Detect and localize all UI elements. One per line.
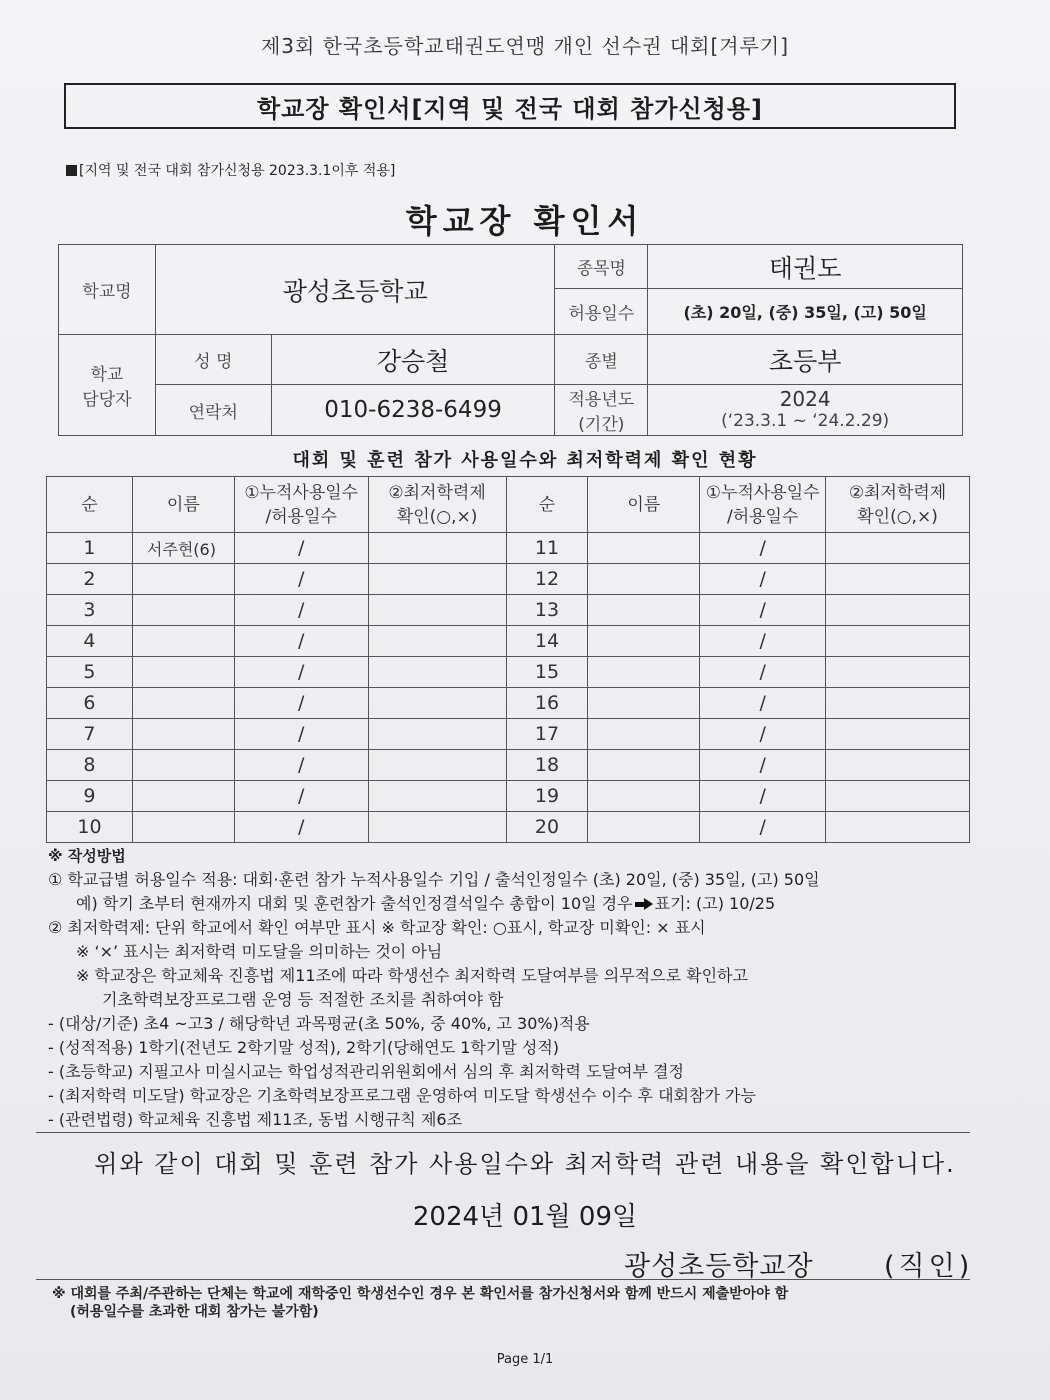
contact-value: 010-6238-6499 xyxy=(271,385,555,436)
row-number-cell: 2 xyxy=(47,564,133,595)
row-number-cell: 1 xyxy=(47,533,133,564)
header-name-left: 이름 xyxy=(132,477,234,533)
year-value-cell xyxy=(648,385,963,436)
scope-note-text: [지역 및 전국 대회 참가신청용 2023.3.1이후 적용] xyxy=(79,163,396,179)
instruction-line: ※ 학교장은 학교체육 진흥법 제11조에 따라 학생선수 최저학력 도달여부를 의무적으로 확인하고 xyxy=(76,966,748,985)
instructions-heading: ※ 작성방법 xyxy=(48,847,126,865)
row-number-cell: 14 xyxy=(506,626,588,657)
min-academic-check-cell xyxy=(368,781,506,812)
year-label xyxy=(555,385,648,436)
manager-label-line1: 학교 xyxy=(90,365,124,385)
days-used-cell: / xyxy=(700,626,826,657)
page-number: Page 1/1 xyxy=(496,1352,554,1367)
student-name-cell xyxy=(588,750,700,781)
table-row xyxy=(47,812,970,843)
student-name-cell xyxy=(588,533,700,564)
row-number-cell: 10 xyxy=(47,812,133,843)
instruction-line: - (관련법령) 학교체육 진흥법 제11조, 동법 시행규칙 제6조 xyxy=(48,1110,463,1129)
days-used-cell: / xyxy=(700,533,826,564)
divider-line xyxy=(36,1279,970,1280)
min-academic-check-cell xyxy=(826,688,970,719)
min-academic-check-cell xyxy=(826,750,970,781)
allowed-days-label: 허용일수 xyxy=(555,289,648,335)
student-name-cell xyxy=(132,657,234,688)
min-academic-check-cell xyxy=(368,719,506,750)
student-name-cell xyxy=(132,595,234,626)
days-used-cell: / xyxy=(234,688,368,719)
days-used-cell: / xyxy=(234,533,368,564)
instructions xyxy=(48,844,998,1132)
instruction-example xyxy=(48,892,998,916)
days-used-cell: / xyxy=(234,719,368,750)
min-academic-check-cell xyxy=(826,812,970,843)
year-label-line1: 적용년도 xyxy=(568,390,635,410)
min-academic-check-cell xyxy=(368,533,506,564)
square-bullet-icon xyxy=(66,165,77,176)
allowed-days-value: (초) 20일, (중) 35일, (고) 50일 xyxy=(648,289,963,335)
header-check-left xyxy=(368,477,506,533)
days-used-cell: / xyxy=(234,564,368,595)
student-name-cell xyxy=(588,781,700,812)
table-row xyxy=(47,781,970,812)
days-used-cell: / xyxy=(234,595,368,626)
instruction-line: - (성적적용) 1학기(전년도 2학기말 성적), 2학기(당해연도 1학기말 성적) xyxy=(48,1038,560,1057)
instruction-line: ② 최저학력제: 단위 학교에서 확인 여부만 표시 ※ 학교장 확인: ○표시, 학교장 미확인: × 표시 xyxy=(48,918,706,937)
row-number-cell: 13 xyxy=(506,595,588,626)
student-name-cell xyxy=(132,688,234,719)
header-check-line1: ②최저학력제 xyxy=(388,482,486,503)
row-number-cell: 18 xyxy=(506,750,588,781)
row-number-cell: 16 xyxy=(506,688,588,719)
footnote-line1: ※ 대회를 주최/주관하는 단체는 학교에 재학중인 학생선수인 경우 본 확인서를 참가신청서와 함께 반드시 제출받아야 함 xyxy=(52,1286,789,1302)
official-seal: (직인) xyxy=(884,1251,974,1282)
header-days-line1: ①누적사용일수 xyxy=(705,482,820,503)
table-row xyxy=(47,719,970,750)
days-used-cell: / xyxy=(700,688,826,719)
confirmation-statement: 위와 같이 대회 및 훈련 참가 사용일수와 최저학력 관련 내용을 확인합니다. xyxy=(94,1150,956,1178)
days-used-cell: / xyxy=(700,564,826,595)
days-used-cell: / xyxy=(700,750,826,781)
student-name-cell xyxy=(588,688,700,719)
min-academic-check-cell xyxy=(368,750,506,781)
days-used-cell: / xyxy=(234,781,368,812)
table-row xyxy=(47,657,970,688)
header-check-right xyxy=(826,477,970,533)
instruction-example-text: 예) 학기 초부터 현재까지 대회 및 훈련참가 출석인정결석일수 총합이 10일 경우 xyxy=(76,894,633,913)
table-row xyxy=(47,688,970,719)
banner-title: 학교장 확인서[지역 및 전국 대회 참가신청용] xyxy=(64,83,956,129)
row-number-cell: 3 xyxy=(47,595,133,626)
row-number-cell: 15 xyxy=(506,657,588,688)
header-name-right: 이름 xyxy=(588,477,700,533)
arrow-right-icon xyxy=(635,898,653,910)
instruction-line: - (최저학력 미도달) 학교장은 기초학력보장프로그램 운영하여 미도달 학생선수 이수 후 대회참가 가능 xyxy=(48,1086,756,1105)
principal-signature: 광성초등학교장 xyxy=(624,1251,814,1282)
manager-label xyxy=(59,335,156,436)
row-number-cell: 7 xyxy=(47,719,133,750)
contact-label: 연락처 xyxy=(155,385,271,436)
student-name-cell xyxy=(588,564,700,595)
name-label: 성 명 xyxy=(155,335,271,385)
header-days-right xyxy=(700,477,826,533)
header-no-right: 순 xyxy=(506,477,588,533)
manager-label-line2: 담당자 xyxy=(82,390,132,410)
sport-value: 태권도 xyxy=(648,245,963,289)
min-academic-check-cell xyxy=(826,533,970,564)
row-number-cell: 12 xyxy=(506,564,588,595)
header-days-line2: /허용일수 xyxy=(265,506,337,527)
division-label: 종별 xyxy=(555,335,648,385)
row-number-cell: 5 xyxy=(47,657,133,688)
row-number-cell: 8 xyxy=(47,750,133,781)
min-academic-check-cell xyxy=(368,812,506,843)
division-value: 초등부 xyxy=(648,335,963,385)
student-name-cell: 서주현(6) xyxy=(132,533,234,564)
days-used-cell: / xyxy=(234,626,368,657)
header-check-line2: 확인(○,×) xyxy=(857,506,938,527)
footnote-line2: (허용일수를 초과한 대회 참가는 불가함) xyxy=(70,1304,319,1320)
instruction-line: ① 학교급별 허용일수 적용: 대회·훈련 참가 누적사용일수 기입 / 출석인정일수 (초) 20일, (중) 35일, (고) 50일 xyxy=(48,870,820,889)
row-number-cell: 9 xyxy=(47,781,133,812)
min-academic-check-cell xyxy=(826,781,970,812)
min-academic-check-cell xyxy=(368,564,506,595)
header-days-line2: /허용일수 xyxy=(726,506,799,527)
days-used-cell: / xyxy=(700,657,826,688)
min-academic-check-cell xyxy=(826,657,970,688)
divider-line xyxy=(36,1132,970,1133)
issue-date: 2024년 01월 09일 xyxy=(412,1202,638,1232)
student-name-cell xyxy=(132,812,234,843)
header-days-line1: ①누적사용일수 xyxy=(244,482,359,503)
row-number-cell: 19 xyxy=(506,781,588,812)
year-period: (‘23.3.1 ~ ‘24.2.29) xyxy=(721,411,890,431)
roster-header-row xyxy=(47,477,970,533)
student-name-cell xyxy=(132,626,234,657)
min-academic-check-cell xyxy=(826,595,970,626)
min-academic-check-cell xyxy=(826,626,970,657)
days-used-cell: / xyxy=(700,812,826,843)
event-title: 제3회 한국초등학교태권도연맹 개인 선수권 대회[겨루기] xyxy=(260,34,790,58)
min-academic-check-cell xyxy=(368,626,506,657)
student-name-cell xyxy=(588,657,700,688)
student-name-cell xyxy=(132,719,234,750)
school-name: 광성초등학교 xyxy=(155,245,555,335)
header-check-line2: 확인(○,×) xyxy=(396,506,478,527)
header-no-left: 순 xyxy=(47,477,133,533)
document-title: 학교장 확인서 xyxy=(405,202,645,240)
instruction-line: ※ ‘×’ 표시는 최저학력 미도달을 의미하는 것이 아님 xyxy=(76,942,443,961)
header-check-line1: ②최저학력제 xyxy=(848,482,947,503)
days-used-cell: / xyxy=(700,719,826,750)
sport-label: 종목명 xyxy=(555,245,648,289)
table-row xyxy=(47,533,970,564)
student-name-cell xyxy=(588,719,700,750)
min-academic-check-cell xyxy=(368,657,506,688)
student-name-cell xyxy=(588,595,700,626)
row-number-cell: 6 xyxy=(47,688,133,719)
instruction-line: - (초등학교) 지필고사 미실시교는 학업성적관리위원회에서 심의 후 최저학력 도달여부 결정 xyxy=(48,1062,684,1081)
student-name-cell xyxy=(132,781,234,812)
table-row xyxy=(47,626,970,657)
footnote xyxy=(52,1285,972,1321)
table-row xyxy=(47,750,970,781)
min-academic-check-cell xyxy=(368,595,506,626)
row-number-cell: 17 xyxy=(506,719,588,750)
days-used-cell: / xyxy=(234,657,368,688)
instruction-line: 기초학력보장프로그램 운영 등 적절한 조치를 취하여야 함 xyxy=(102,990,504,1009)
scope-note xyxy=(66,160,395,180)
table-row xyxy=(47,564,970,595)
row-number-cell: 4 xyxy=(47,626,133,657)
student-name-cell xyxy=(588,812,700,843)
days-used-cell: / xyxy=(700,781,826,812)
student-name-cell xyxy=(132,750,234,781)
row-number-cell: 11 xyxy=(506,533,588,564)
days-used-cell: / xyxy=(234,750,368,781)
roster-body xyxy=(47,533,970,843)
table-row xyxy=(47,595,970,626)
instruction-example-notation: 표기: (고) 10/25 xyxy=(654,894,776,913)
roster-table xyxy=(46,476,970,843)
days-used-cell: / xyxy=(700,595,826,626)
student-name-cell xyxy=(588,626,700,657)
min-academic-check-cell xyxy=(826,719,970,750)
days-used-cell: / xyxy=(234,812,368,843)
row-number-cell: 20 xyxy=(506,812,588,843)
year-label-line2: (기간) xyxy=(578,415,625,435)
student-name-cell xyxy=(132,564,234,595)
instruction-line: - (대상/기준) 초4 ~고3 / 해당학년 과목평균(초 50%, 중 40%, 고 30%)적용 xyxy=(48,1014,590,1033)
header-days-left xyxy=(234,477,368,533)
school-label: 학교명 xyxy=(59,245,156,335)
status-title: 대회 및 훈련 참가 사용일수와 최저학력제 확인 현황 xyxy=(292,450,758,471)
min-academic-check-cell xyxy=(826,564,970,595)
min-academic-check-cell xyxy=(368,688,506,719)
info-table xyxy=(58,244,963,436)
manager-name: 강승철 xyxy=(271,335,555,385)
year-value: 2024 xyxy=(779,387,831,411)
